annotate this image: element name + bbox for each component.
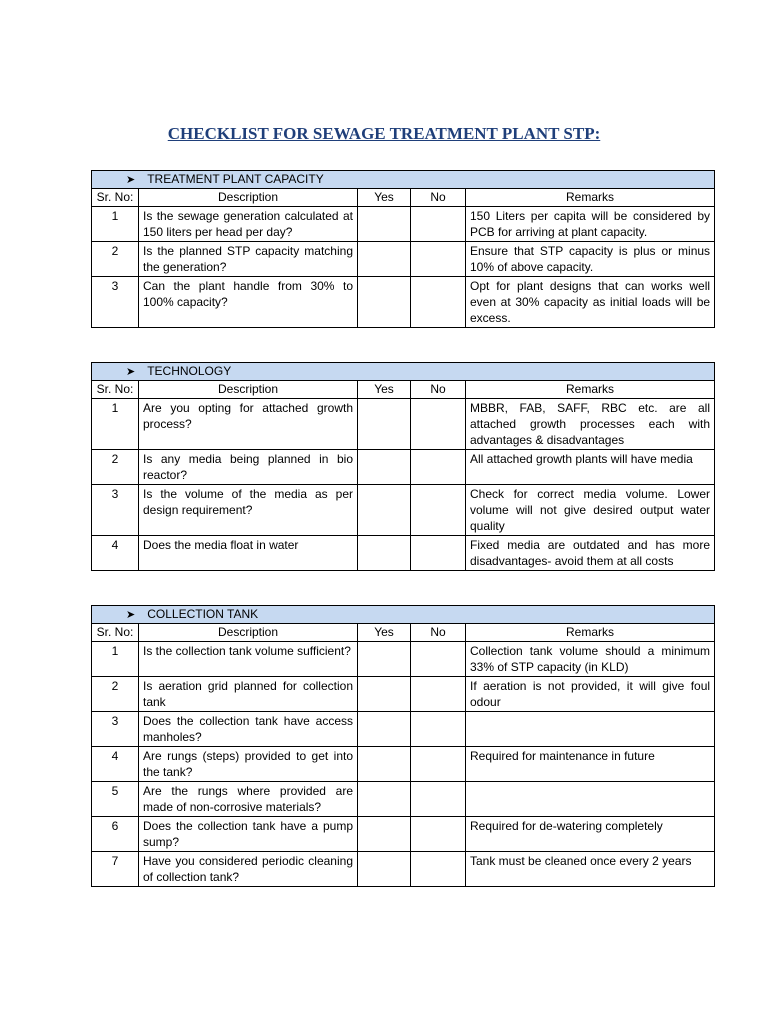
table-row bbox=[92, 642, 715, 677]
row-remarks: All attached growth plants will have media bbox=[466, 450, 715, 485]
no-cell bbox=[411, 399, 466, 450]
header-description: Description bbox=[139, 189, 358, 207]
no-cell bbox=[411, 782, 466, 817]
row-remarks: Opt for plant designs that can works well even at 30% capacity as initial loads will be excess. bbox=[466, 277, 715, 328]
row-number: 3 bbox=[92, 712, 139, 747]
row-number: 1 bbox=[92, 399, 139, 450]
yes-cell bbox=[358, 747, 411, 782]
table-row bbox=[92, 677, 715, 712]
row-remarks: Ensure that STP capacity is plus or minus 10% of above capacity. bbox=[466, 242, 715, 277]
row-description: Is any media being planned in bio reactor? bbox=[139, 450, 358, 485]
column-header-row bbox=[92, 624, 715, 642]
table-row bbox=[92, 399, 715, 450]
row-number: 4 bbox=[92, 747, 139, 782]
table-row bbox=[92, 712, 715, 747]
yes-cell bbox=[358, 399, 411, 450]
row-number: 2 bbox=[92, 242, 139, 277]
header-sr-no: Sr. No: bbox=[92, 624, 139, 642]
row-description: Is aeration grid planned for collection tank bbox=[139, 677, 358, 712]
row-remarks: Tank must be cleaned once every 2 years bbox=[466, 852, 715, 887]
no-cell bbox=[411, 242, 466, 277]
arrow-bullet-icon: ➤ bbox=[126, 609, 136, 621]
row-number: 1 bbox=[92, 207, 139, 242]
row-remarks: Required for de-watering completely bbox=[466, 817, 715, 852]
table-row bbox=[92, 852, 715, 887]
header-yes: Yes bbox=[358, 624, 411, 642]
row-number: 3 bbox=[92, 277, 139, 328]
row-number: 2 bbox=[92, 677, 139, 712]
row-number: 1 bbox=[92, 642, 139, 677]
row-description: Is the collection tank volume sufficient? bbox=[139, 642, 358, 677]
table-row bbox=[92, 450, 715, 485]
arrow-bullet-icon: ➤ bbox=[126, 366, 136, 378]
section-header bbox=[92, 606, 715, 624]
table-row bbox=[92, 242, 715, 277]
row-remarks: 150 Liters per capita will be considered by PCB for arriving at plant capacity. bbox=[466, 207, 715, 242]
row-description: Is the sewage generation calculated at 150 liters per head per day? bbox=[139, 207, 358, 242]
header-sr-no: Sr. No: bbox=[92, 381, 139, 399]
no-cell bbox=[411, 642, 466, 677]
row-number: 5 bbox=[92, 782, 139, 817]
section-header bbox=[92, 363, 715, 381]
no-cell bbox=[411, 712, 466, 747]
row-number: 6 bbox=[92, 817, 139, 852]
table-row bbox=[92, 817, 715, 852]
header-remarks: Remarks bbox=[466, 189, 715, 207]
row-remarks: Check for correct media volume. Lower volume will not give desired output water quality bbox=[466, 485, 715, 536]
header-remarks: Remarks bbox=[466, 381, 715, 399]
yes-cell bbox=[358, 677, 411, 712]
yes-cell bbox=[358, 450, 411, 485]
section-title: TECHNOLOGY bbox=[147, 364, 232, 378]
row-description: Is the volume of the media as per design requirement? bbox=[139, 485, 358, 536]
yes-cell bbox=[358, 852, 411, 887]
no-cell bbox=[411, 536, 466, 571]
row-description: Does the collection tank have a pump sump? bbox=[139, 817, 358, 852]
row-remarks: If aeration is not provided, it will give foul odour bbox=[466, 677, 715, 712]
no-cell bbox=[411, 277, 466, 328]
table-row bbox=[92, 782, 715, 817]
row-description: Does the collection tank have access manholes? bbox=[139, 712, 358, 747]
yes-cell bbox=[358, 207, 411, 242]
yes-cell bbox=[358, 277, 411, 328]
no-cell bbox=[411, 747, 466, 782]
header-description: Description bbox=[139, 381, 358, 399]
no-cell bbox=[411, 677, 466, 712]
row-number: 7 bbox=[92, 852, 139, 887]
row-description: Are you opting for attached growth process? bbox=[139, 399, 358, 450]
no-cell bbox=[411, 852, 466, 887]
header-description: Description bbox=[139, 624, 358, 642]
row-description: Are rungs (steps) provided to get into the tank? bbox=[139, 747, 358, 782]
header-no: No bbox=[411, 381, 466, 399]
no-cell bbox=[411, 485, 466, 536]
row-remarks bbox=[466, 782, 715, 817]
row-description: Does the media float in water bbox=[139, 536, 358, 571]
row-description: Can the plant handle from 30% to 100% capacity? bbox=[139, 277, 358, 328]
yes-cell bbox=[358, 817, 411, 852]
header-no: No bbox=[411, 624, 466, 642]
row-remarks bbox=[466, 712, 715, 747]
row-remarks: MBBR, FAB, SAFF, RBC etc. are all attached growth processes each with advantages & disadvantages bbox=[466, 399, 715, 450]
header-sr-no: Sr. No: bbox=[92, 189, 139, 207]
yes-cell bbox=[358, 712, 411, 747]
no-cell bbox=[411, 207, 466, 242]
yes-cell bbox=[358, 536, 411, 571]
section-title: COLLECTION TANK bbox=[147, 607, 259, 621]
row-description: Is the planned STP capacity matching the generation? bbox=[139, 242, 358, 277]
column-header-row bbox=[92, 189, 715, 207]
row-number: 3 bbox=[92, 485, 139, 536]
yes-cell bbox=[358, 485, 411, 536]
checklist-table-treatment-plant-capacity bbox=[91, 170, 715, 328]
page-title: CHECKLIST FOR SEWAGE TREATMENT PLANT STP: bbox=[167, 124, 601, 143]
header-remarks: Remarks bbox=[466, 624, 715, 642]
section-header bbox=[92, 171, 715, 189]
arrow-bullet-icon: ➤ bbox=[126, 174, 136, 186]
header-yes: Yes bbox=[358, 189, 411, 207]
yes-cell bbox=[358, 242, 411, 277]
checklist-table-collection-tank bbox=[91, 605, 715, 887]
no-cell bbox=[411, 450, 466, 485]
table-row bbox=[92, 747, 715, 782]
row-number: 4 bbox=[92, 536, 139, 571]
table-row bbox=[92, 277, 715, 328]
header-no: No bbox=[411, 189, 466, 207]
section-title: TREATMENT PLANT CAPACITY bbox=[147, 172, 324, 186]
table-row bbox=[92, 485, 715, 536]
row-remarks: Required for maintenance in future bbox=[466, 747, 715, 782]
table-row bbox=[92, 207, 715, 242]
yes-cell bbox=[358, 782, 411, 817]
column-header-row bbox=[92, 381, 715, 399]
no-cell bbox=[411, 817, 466, 852]
table-row bbox=[92, 536, 715, 571]
row-description: Have you considered periodic cleaning of collection tank? bbox=[139, 852, 358, 887]
row-number: 2 bbox=[92, 450, 139, 485]
row-remarks: Fixed media are outdated and has more disadvantages- avoid them at all costs bbox=[466, 536, 715, 571]
checklist-table-technology bbox=[91, 362, 715, 571]
row-remarks: Collection tank volume should a minimum 33% of STP capacity (in KLD) bbox=[466, 642, 715, 677]
row-description: Are the rungs where provided are made of non-corrosive materials? bbox=[139, 782, 358, 817]
header-yes: Yes bbox=[358, 381, 411, 399]
yes-cell bbox=[358, 642, 411, 677]
